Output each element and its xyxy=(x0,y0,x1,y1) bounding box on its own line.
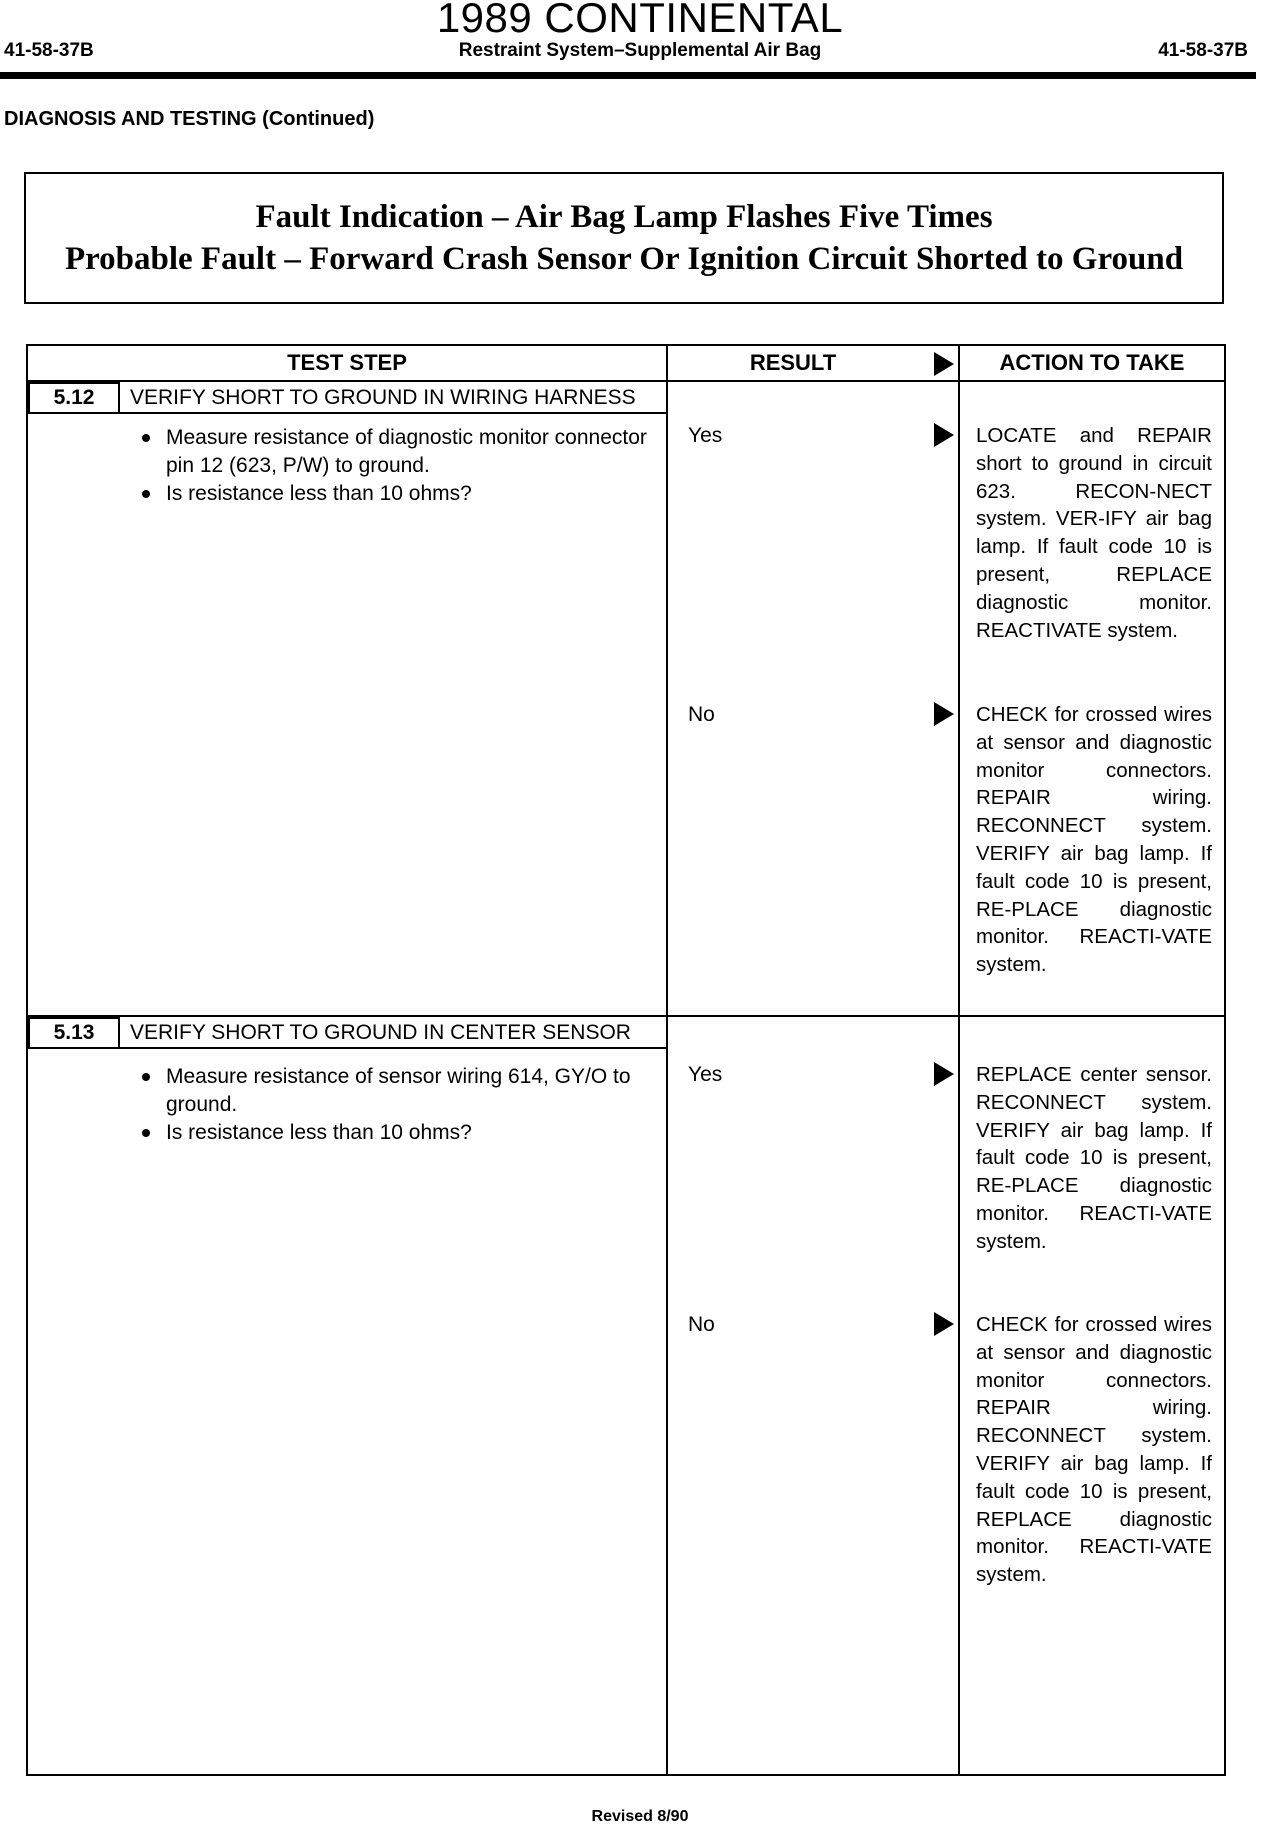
action-text: LOCATE and REPAIR short to ground in circuit 623. RECON-NECT system. VER-IFY air bag lamp. If fault code 10 is present, REPLACE diagnostic monitor. REACTIVATE system. xyxy=(976,424,1212,642)
step-title-rule xyxy=(118,412,666,414)
page-number-right: 41-58-37B xyxy=(1158,40,1248,61)
column-header-test-step: TEST STEP xyxy=(287,350,407,375)
result-no: No xyxy=(688,703,715,726)
step-title: VERIFY SHORT TO GROUND IN CENTER SENSOR xyxy=(130,1021,631,1044)
step-number: 5.13 xyxy=(28,1017,120,1049)
header-arrow-icon xyxy=(934,352,954,376)
step-bullet-list xyxy=(136,424,650,508)
step-bullet: Measure resistance of sensor wiring 614, GY/O to ground. xyxy=(136,1063,650,1119)
step-number: 5.12 xyxy=(28,382,120,414)
action-text: REPLACE center sensor. RECONNECT system. VERIFY air bag lamp. If fault code 10 is present, RE-PLACE diagnostic monitor. REACTI-VATE system. xyxy=(976,1063,1212,1253)
revision-footer: Revised 8/90 xyxy=(591,1808,689,1825)
column-header-action: ACTION TO TAKE xyxy=(999,350,1185,375)
table-divider-action xyxy=(958,344,960,1776)
result-yes: Yes xyxy=(688,424,723,447)
result-arrow-icon xyxy=(934,1312,954,1336)
section-heading: DIAGNOSIS AND TESTING (Continued) xyxy=(4,108,375,130)
column-header-result: RESULT xyxy=(749,350,837,375)
document-title: 1989 CONTINENTAL xyxy=(436,0,844,41)
step-bullet: Is resistance less than 10 ohms? xyxy=(136,1119,650,1147)
action-text: CHECK for crossed wires at sensor and diagnostic monitor connectors. REPAIR wiring. RECONNECT system. VERIFY air bag lamp. If fault code 10 is present, REPLACE diagnostic monitor. REACTI-VATE system. xyxy=(976,1313,1212,1587)
step-title-rule xyxy=(118,1047,666,1049)
result-yes: Yes xyxy=(688,1063,723,1086)
step-title: VERIFY SHORT TO GROUND IN WIRING HARNESS xyxy=(130,386,636,409)
fault-indication-box xyxy=(24,172,1224,304)
result-arrow-icon xyxy=(934,423,954,447)
step-bullet: Measure resistance of diagnostic monitor connector pin 12 (623, P/W) to ground. xyxy=(136,424,650,480)
result-arrow-icon xyxy=(934,702,954,726)
fault-indication-line: Fault Indication – Air Bag Lamp Flashes Five Times xyxy=(255,199,993,235)
step-bullet-list xyxy=(136,1063,650,1147)
result-no: No xyxy=(688,1313,715,1336)
probable-fault-line: Probable Fault – Forward Crash Sensor Or Ignition Circuit Shorted to Ground xyxy=(64,241,1184,277)
document-subtitle: Restraint System–Supplemental Air Bag xyxy=(458,40,822,61)
table-divider-result xyxy=(666,344,668,1776)
action-text: CHECK for crossed wires at sensor and diagnostic monitor connectors. REPAIR wiring. RECONNECT system. VERIFY air bag lamp. If fault code 10 is present, RE-PLACE diagnostic monitor. REACTI-VATE system. xyxy=(976,703,1212,977)
table-header-rule xyxy=(26,380,1226,382)
header-rule xyxy=(0,72,1256,79)
step-separator-rule xyxy=(26,1015,1226,1017)
result-arrow-icon xyxy=(934,1062,954,1086)
page-number-left: 41-58-37B xyxy=(4,40,94,61)
step-bullet: Is resistance less than 10 ohms? xyxy=(136,480,650,508)
